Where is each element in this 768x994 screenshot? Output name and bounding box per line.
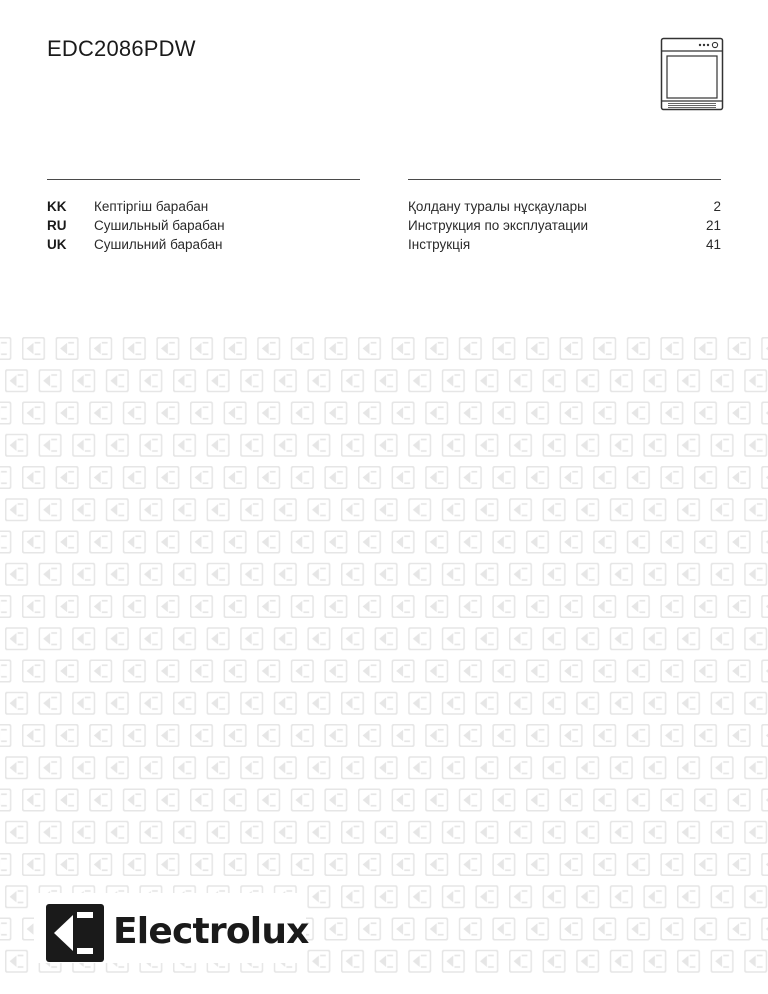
toc-page-number: 2 <box>713 199 721 214</box>
divider-left <box>47 179 360 180</box>
language-row <box>47 235 360 254</box>
language-code: RU <box>47 218 67 233</box>
language-code: KK <box>47 199 67 214</box>
toc-row <box>408 235 721 254</box>
table-of-contents <box>408 197 721 254</box>
toc-row <box>408 197 721 216</box>
brand-pattern-background <box>0 337 768 982</box>
divider-right <box>408 179 721 180</box>
product-name: Сушильный барабан <box>94 218 225 233</box>
toc-row <box>408 216 721 235</box>
toc-title: Инструкция по эксплуатации <box>408 218 589 233</box>
model-title: EDC2086PDW <box>47 36 196 61</box>
electrolux-logo-icon <box>46 904 104 962</box>
toc-title: Інструкція <box>408 237 471 252</box>
product-name: Сушильний барабан <box>94 237 223 252</box>
language-row <box>47 197 360 216</box>
product-name: Кептіргіш барабан <box>94 199 209 214</box>
language-list <box>47 197 360 254</box>
brand-wordmark: Electrolux <box>113 911 309 952</box>
toc-title: Қолдану туралы нұсқаулары <box>408 199 587 214</box>
language-code: UK <box>47 237 67 252</box>
tumble-dryer-icon <box>660 37 724 111</box>
language-row <box>47 216 360 235</box>
toc-page-number: 41 <box>705 237 721 252</box>
toc-page-number: 21 <box>705 218 721 233</box>
